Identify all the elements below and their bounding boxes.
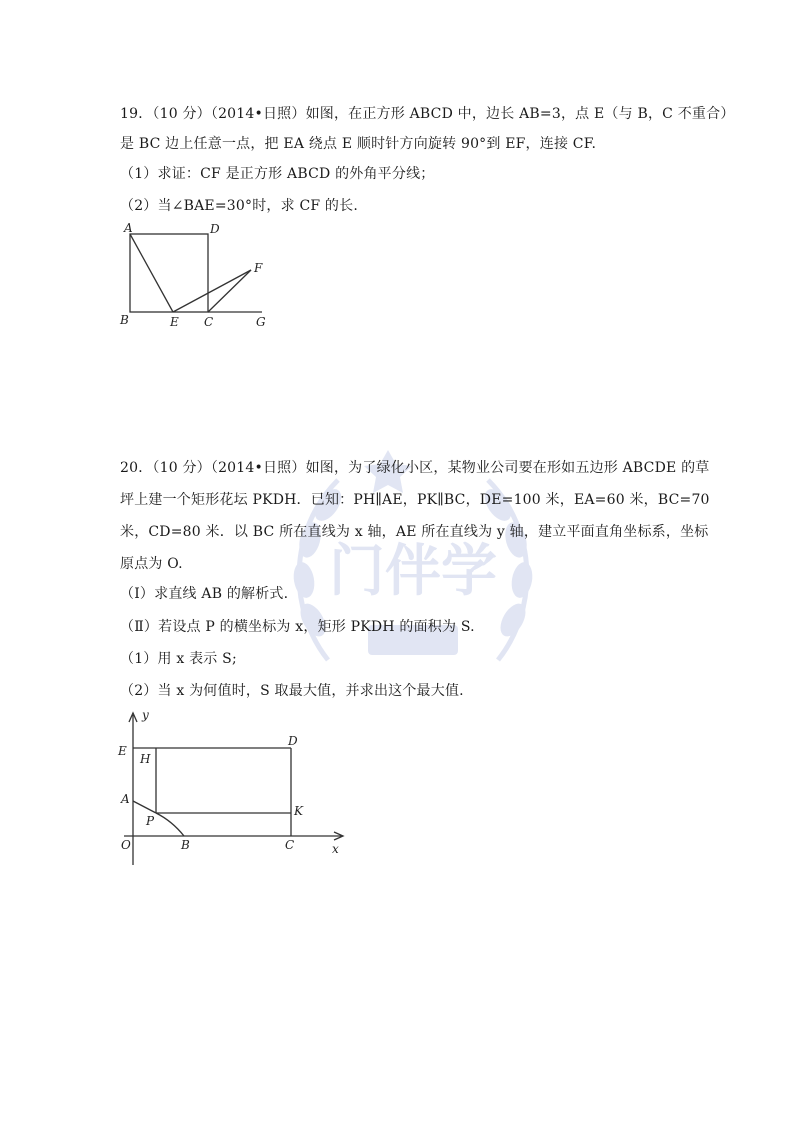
p20-line4: 原点为 O.	[120, 556, 183, 572]
p20-part2: （Ⅱ）若设点 P 的横坐标为 x，矩形 PKDH 的面积为 S.	[120, 619, 475, 635]
label-D: D	[288, 734, 298, 748]
p19-figure	[110, 220, 280, 335]
label-P: P	[146, 814, 155, 828]
p19-question2: （2）当∠BAE=30°时，求 CF 的长.	[120, 198, 358, 214]
label-B: B	[181, 838, 190, 852]
p20-geometry	[110, 705, 350, 870]
p20-question1: （1）用 x 表示 S;	[120, 651, 237, 667]
label-A: A	[121, 792, 130, 806]
label-C: C	[204, 315, 214, 329]
segment-pb	[156, 813, 184, 836]
label-H: H	[140, 752, 151, 766]
p20-question2: （2）当 x 为何值时，S 取最大值，并求出这个最大值.	[120, 683, 464, 699]
label-G: G	[256, 315, 266, 329]
segment-ef	[173, 270, 251, 312]
label-E: E	[170, 315, 179, 329]
p20-line3: 米，CD=80 米．以 BC 所在直线为 x 轴，AE 所在直线为 y 轴，建立平面直角坐标系，坐标	[120, 524, 709, 540]
p19-geometry	[110, 220, 280, 335]
p19-line1: 19．（10 分）（2014•日照）如图，在正方形 ABCD 中，边长 AB=3，点 E（与 B，C 不重合）	[120, 106, 735, 122]
label-C: C	[285, 838, 295, 852]
p19-question1: （1）求证：CF 是正方形 ABCD 的外角平分线；	[120, 166, 435, 182]
label-A: A	[124, 221, 133, 235]
label-B: B	[120, 313, 129, 327]
p20-part1: （Ⅰ）求直线 AB 的解析式.	[120, 586, 289, 602]
segment-ae	[130, 234, 173, 312]
label-F: F	[254, 261, 263, 275]
watermark-text: 门伴学	[329, 539, 497, 604]
square-abcd	[130, 234, 208, 312]
label-K: K	[294, 804, 303, 818]
label-O: O	[121, 838, 131, 852]
p20-line1: 20．（10 分）（2014•日照）如图，为了绿化小区，某物业公司要在形如五边形 ABCDE 的草	[120, 460, 710, 476]
label-D: D	[210, 222, 220, 236]
p20-line2: 坪上建一个矩形花坛 PKDH．已知：PH∥AE，PK∥BC，DE=100 米，EA=60 米，BC=70	[120, 492, 710, 508]
label-x: x	[332, 842, 339, 856]
label-y: y	[142, 708, 149, 722]
p20-figure	[110, 705, 350, 870]
p19-line2: 是 BC 边上任意一点，把 EA 绕点 E 顺时针方向旋转 90°到 EF，连接 CF.	[120, 136, 597, 152]
segment-ap	[133, 801, 156, 813]
segment-cf	[208, 270, 251, 312]
label-E: E	[118, 744, 127, 758]
